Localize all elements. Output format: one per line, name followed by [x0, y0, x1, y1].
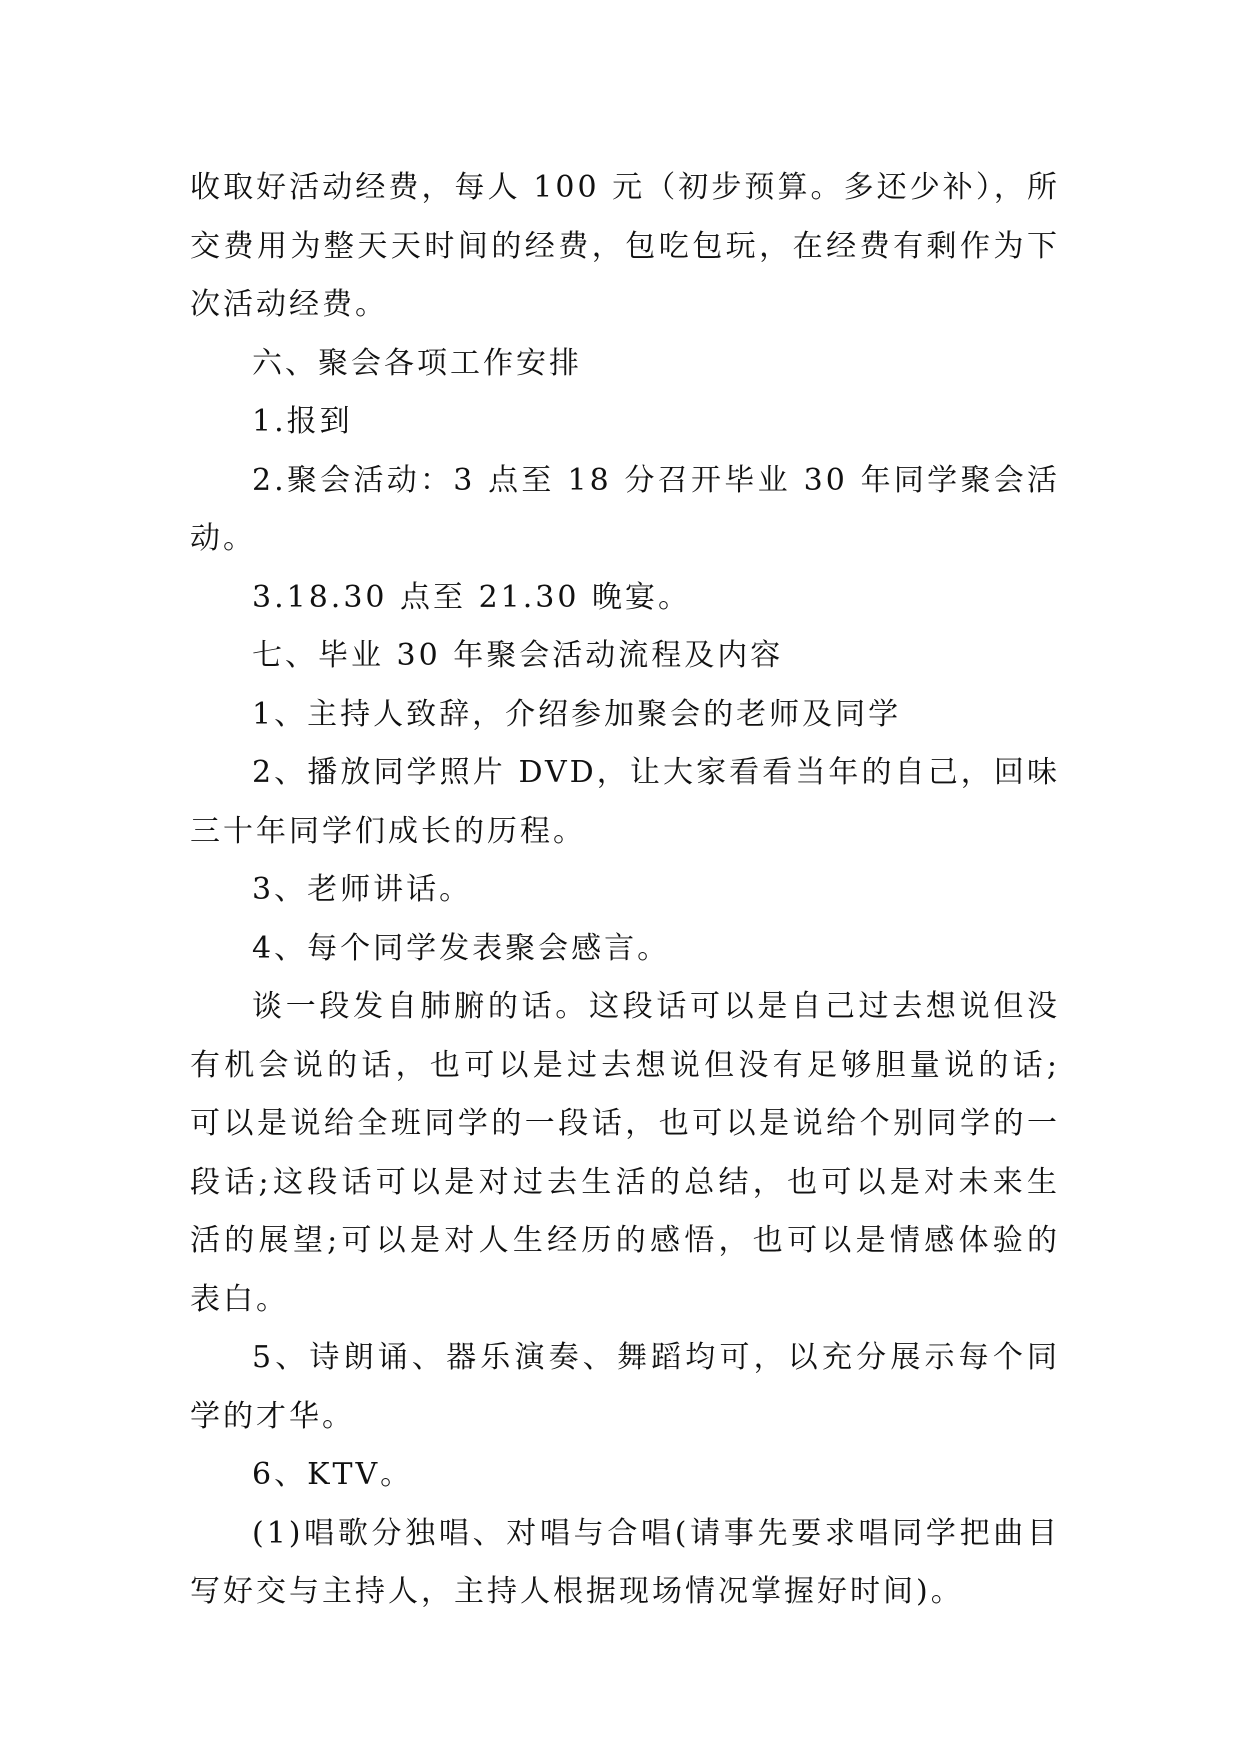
heading-section-seven: 七、毕业 30 年聚会活动流程及内容	[252, 638, 784, 673]
list-item-performances: 5、诗朗诵、器乐演奏、舞蹈均可，以充分展示每个同学的才华。	[190, 1340, 1060, 1434]
list-item-teacher-speech: 3、老师讲话。	[252, 872, 473, 907]
document-body	[190, 159, 1060, 1622]
list-item-photo-dvd: 2、播放同学照片 DVD，让大家看看当年的自己，回味三十年同学们成长的历程。	[190, 755, 1060, 849]
list-item-check-in: 1.报到	[252, 404, 353, 439]
heading-section-six: 六、聚会各项工作安排	[252, 345, 582, 381]
paragraph-fee-collection: 收取好活动经费，每人 100 元（初步预算。多还少补），所交费用为整天天时间的经费，包吃包玩，在经费有剩作为下次活动经费。	[190, 170, 1060, 322]
list-item-gathering-activity: 2.聚会活动：3 点至 18 分召开毕业 30 年同学聚会活动。	[190, 462, 1060, 556]
list-item-classmate-remarks: 4、每个同学发表聚会感言。	[252, 930, 671, 966]
list-item-dinner: 3.18.30 点至 21.30 晚宴。	[252, 579, 691, 615]
paragraph-heartfelt-words: 谈一段发自肺腑的话。这段话可以是自己过去想说但没有机会说的话，也可以是过去想说但没有足够胆量说的话;可以是说给全班同学的一段话，也可以是说给个别同学的一段话;这段话可以是对过去生活的总结，也可以是对未来生活的展望;可以是对人生经历的感悟，也可以是情感体验的表白。	[190, 989, 1060, 1317]
list-item-host-speech: 1、主持人致辞，介绍参加聚会的老师及同学	[252, 696, 902, 732]
list-item-singing-rules: (1)唱歌分独唱、对唱与合唱(请事先要求唱同学把曲目写好交与主持人，主持人根据现场情况掌握好时间)。	[190, 1515, 1060, 1609]
list-item-ktv: 6、KTV。	[252, 1457, 414, 1492]
